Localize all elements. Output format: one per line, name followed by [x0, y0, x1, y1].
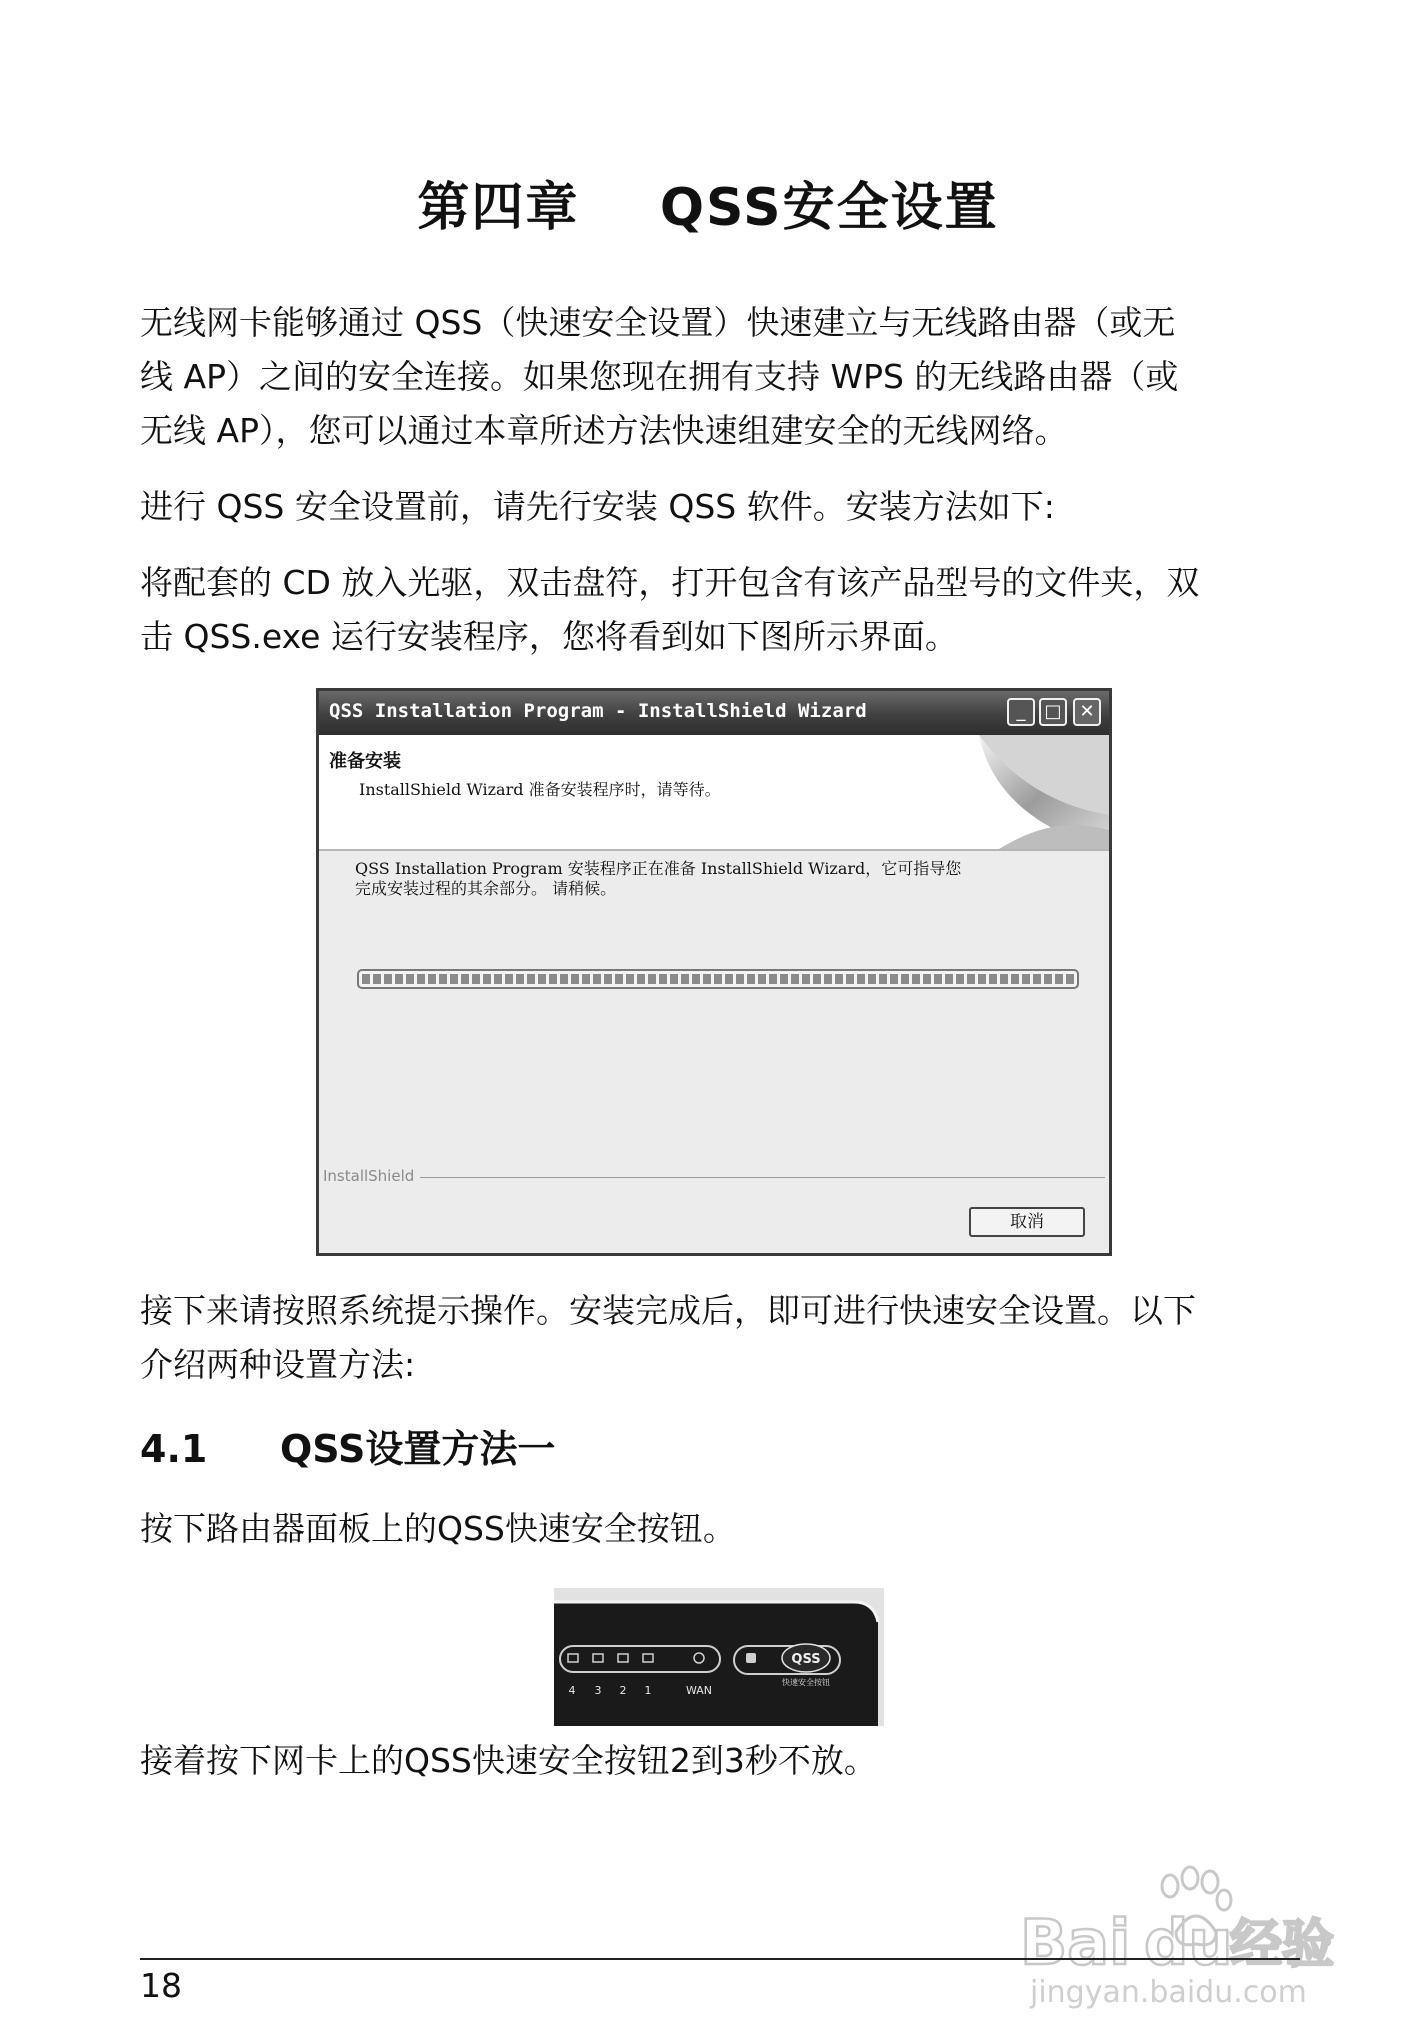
brand-divider	[323, 1177, 1105, 1178]
section-title: QSS设置方法一	[280, 1427, 556, 1471]
pre-install-line: 进行 QSS 安全设置前，请先行安装 QSS 软件。安装方法如下:	[140, 487, 1055, 526]
cancel-button[interactable]: 取消	[969, 1207, 1085, 1237]
install-steps-paragraph	[140, 556, 1300, 664]
page-number: 18	[140, 1966, 182, 2005]
watermark-brand-cn: 经验	[1230, 1915, 1335, 1975]
intro-line: 线 AP）之间的安全连接。如果您现在拥有支持 WPS 的无线路由器（或	[140, 357, 1179, 396]
pre-install-paragraph	[140, 480, 1300, 534]
page-curl-icon	[919, 735, 1109, 849]
dialog-body-line: QSS Installation Program 安装程序正在准备 InstallShield Wizard，它可指导您	[355, 859, 962, 878]
port-label: 2	[619, 1684, 627, 1697]
section-heading	[140, 1418, 555, 1473]
after-install-paragraph	[140, 1284, 1300, 1392]
router-panel-photo	[554, 1588, 884, 1726]
installshield-brand-row	[323, 1167, 1105, 1187]
intro-line: 无线 AP），您可以通过本章所述方法快速组建安全的无线网络。	[140, 411, 1068, 450]
port-label: 1	[644, 1684, 652, 1697]
close-button[interactable]: ✕	[1073, 698, 1101, 726]
after-install-line: 介绍两种设置方法:	[140, 1345, 416, 1384]
router-panel-image	[554, 1588, 884, 1726]
maximize-button[interactable]: □	[1039, 698, 1067, 726]
dialog-titlebar	[319, 691, 1109, 735]
step2-line: 接着按下网卡上的QSS快速安全按钮2到3秒不放。	[140, 1741, 877, 1780]
watermark-brand: Bai	[1020, 1906, 1131, 1979]
after-install-line: 接下来请按照系统提示操作。安装完成后，即可进行快速安全设置。以下	[140, 1291, 1196, 1330]
wan-label: WAN	[685, 1684, 713, 1697]
install-steps-line: 击 QSS.exe 运行安装程序，您将看到如下图所示界面。	[140, 617, 958, 656]
step1-line: 按下路由器面板上的QSS快速安全按钮。	[140, 1509, 736, 1548]
minimize-button[interactable]: _	[1007, 698, 1035, 726]
qss-button-caption: 快速安全按钮	[782, 1678, 830, 1687]
dialog-title: QSS Installation Program - InstallShield Wizard	[329, 700, 867, 722]
dialog-body-line: 完成安装过程的其余部分。 请稍候。	[355, 879, 617, 898]
progress-fill	[362, 974, 1074, 984]
intro-line: 无线网卡能够通过 QSS（快速安全设置）快速建立与无线路由器（或无	[140, 303, 1176, 342]
installshield-brand: InstallShield	[323, 1167, 420, 1185]
baidu-jingyan-watermark	[1010, 1852, 1350, 2012]
step1-paragraph	[140, 1502, 1300, 1556]
watermark-url: jingyan.baidu.com	[1030, 1975, 1307, 2010]
qss-button-label: QSS	[791, 1652, 821, 1667]
install-steps-line: 将配套的 CD 放入光驱，双击盘符，打开包含有该产品型号的文件夹，双	[140, 563, 1200, 602]
dialog-header-title: 准备安装	[329, 751, 401, 772]
chapter-title: 第四章 QSS安全设置	[417, 178, 999, 238]
dialog-header-subtitle: InstallShield Wizard 准备安装程序时，请等待。	[359, 780, 721, 799]
dialog-body-text	[355, 859, 1075, 899]
port-label: 4	[568, 1684, 576, 1697]
watermark-brand2: du	[1144, 1906, 1233, 1979]
intro-paragraph	[140, 296, 1300, 458]
install-progress-bar	[357, 969, 1079, 989]
step2-paragraph	[140, 1734, 1300, 1788]
installshield-dialog	[316, 688, 1112, 1256]
dialog-header	[319, 735, 1109, 851]
footer-divider	[140, 1958, 1300, 1960]
port-label: 3	[594, 1684, 602, 1697]
section-number: 4.1	[140, 1427, 208, 1471]
